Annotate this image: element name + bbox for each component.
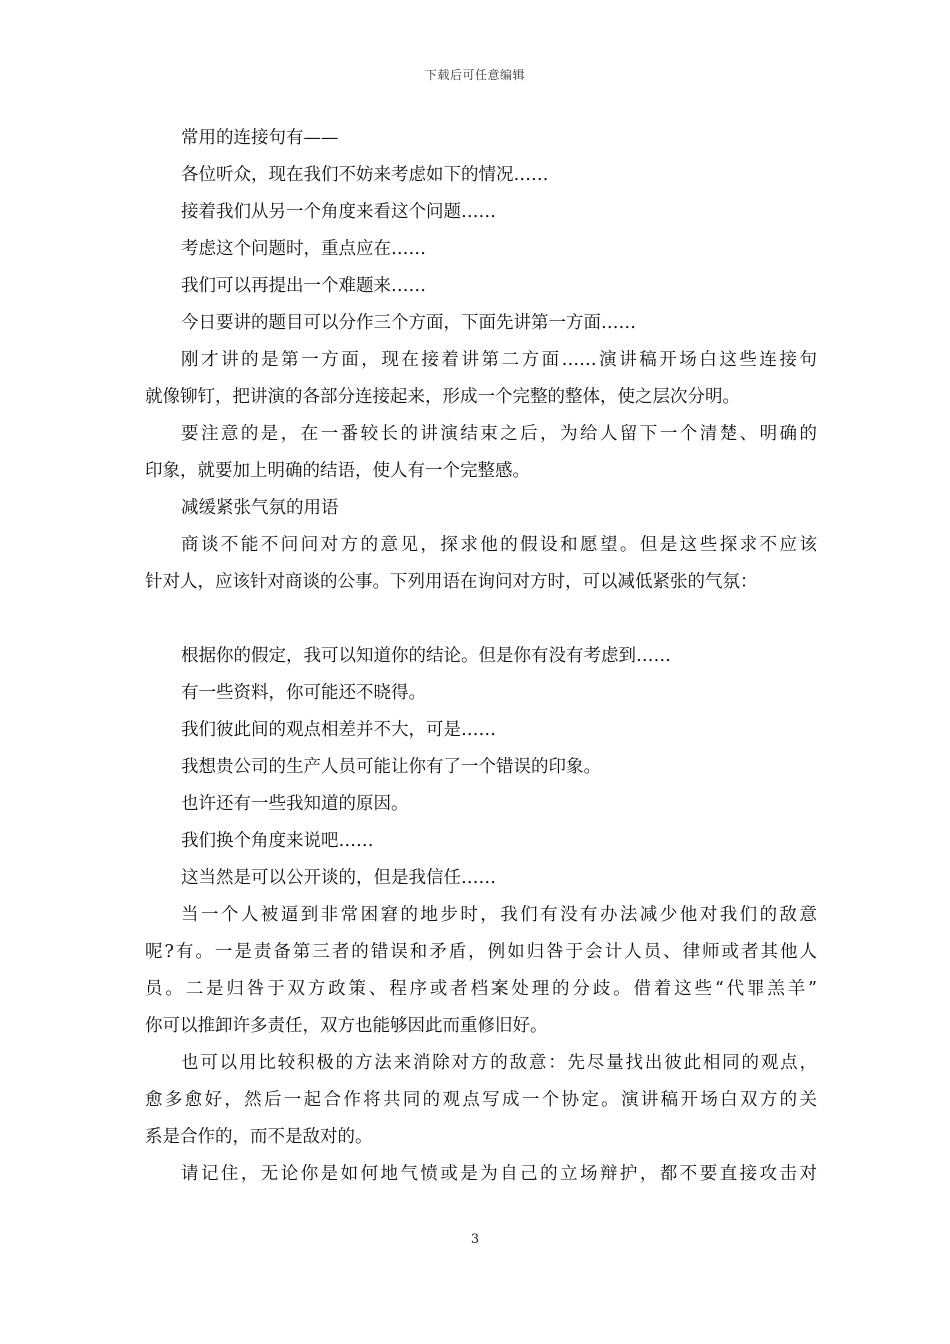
text-line: 根据你的假定，我可以知道你的结论。但是你有没有考虑到…… xyxy=(181,646,671,666)
text-line: 请记住，无论你是如何地气愤或是为自己的立场辩护，都不要直接攻击对 xyxy=(181,1164,817,1184)
page-header: 下载后可任意编辑 xyxy=(424,68,525,82)
text-line: 商谈不能不问问对方的意见，探求他的假设和愿望。但是这些探求不应该 xyxy=(181,535,817,555)
text-line: 减缓紧张气氛的用语 xyxy=(181,498,339,518)
page-number: 3 xyxy=(470,1232,480,1247)
text-line: 呢?有。一是责备第三者的错误和矛盾，例如归咎于会计人员、律师或者其他人 xyxy=(145,942,817,962)
text-line: 系是合作的，而不是敌对的。 xyxy=(145,1127,373,1147)
text-line: 考虑这个问题时，重点应在…… xyxy=(181,239,426,259)
text-line: 今日要讲的题目可以分作三个方面，下面先讲第一方面…… xyxy=(181,313,636,333)
text-line: 针对人，应该针对商谈的公事。下列用语在询问对方时，可以减低紧张的气氛： xyxy=(145,572,758,592)
text-line: 就像铆钉，把讲演的各部分连接起来，形成一个完整的整体，使之层次分明。 xyxy=(145,387,740,407)
text-line: 常用的连接句有—— xyxy=(181,128,339,148)
text-line: 要注意的是，在一番较长的讲演结束之后，为给人留下一个清楚、明确的 xyxy=(181,424,817,444)
text-line: 这当然是可以公开谈的，但是我信任…… xyxy=(181,868,496,888)
text-line: 接着我们从另一个角度来看这个问题…… xyxy=(181,202,496,222)
text-line: 各位听众，现在我们不妨来考虑如下的情况…… xyxy=(181,165,549,185)
text-line: 当一个人被逼到非常困窘的地步时，我们有没有办法减少他对我们的敌意 xyxy=(181,905,817,925)
text-line: 印象，就要加上明确的结语，使人有一个完整感。 xyxy=(145,461,530,481)
text-line: 也可以用比较积极的方法来消除对方的敌意：先尽量找出彼此相同的观点， xyxy=(181,1053,817,1073)
text-line: 愈多愈好，然后一起合作将共同的观点写成一个协定。演讲稿开场白双方的关 xyxy=(145,1090,817,1110)
text-line: 也许还有一些我知道的原因。 xyxy=(181,794,409,814)
blank-line xyxy=(145,601,817,638)
text-line: 你可以推卸许多责任，双方也能够因此而重修旧好。 xyxy=(145,1016,548,1036)
text-line: 有一些资料，你可能还不晓得。 xyxy=(181,683,426,703)
text-line: 刚才讲的是第一方面，现在接着讲第二方面……演讲稿开场白这些连接句 xyxy=(181,350,817,370)
text-line: 我们换个角度来说吧…… xyxy=(181,831,374,851)
text-line: 我们可以再提出一个难题来…… xyxy=(181,276,426,296)
text-line: 员。二是归咎于双方政策、程序或者档案处理的分歧。借着这些“代罪羔羊” xyxy=(145,979,817,999)
text-line: 我们彼此间的观点相差并不大，可是…… xyxy=(181,720,496,740)
document-body xyxy=(145,120,817,1193)
text-line: 我想贵公司的生产人员可能让你有了一个错误的印象。 xyxy=(181,757,601,777)
